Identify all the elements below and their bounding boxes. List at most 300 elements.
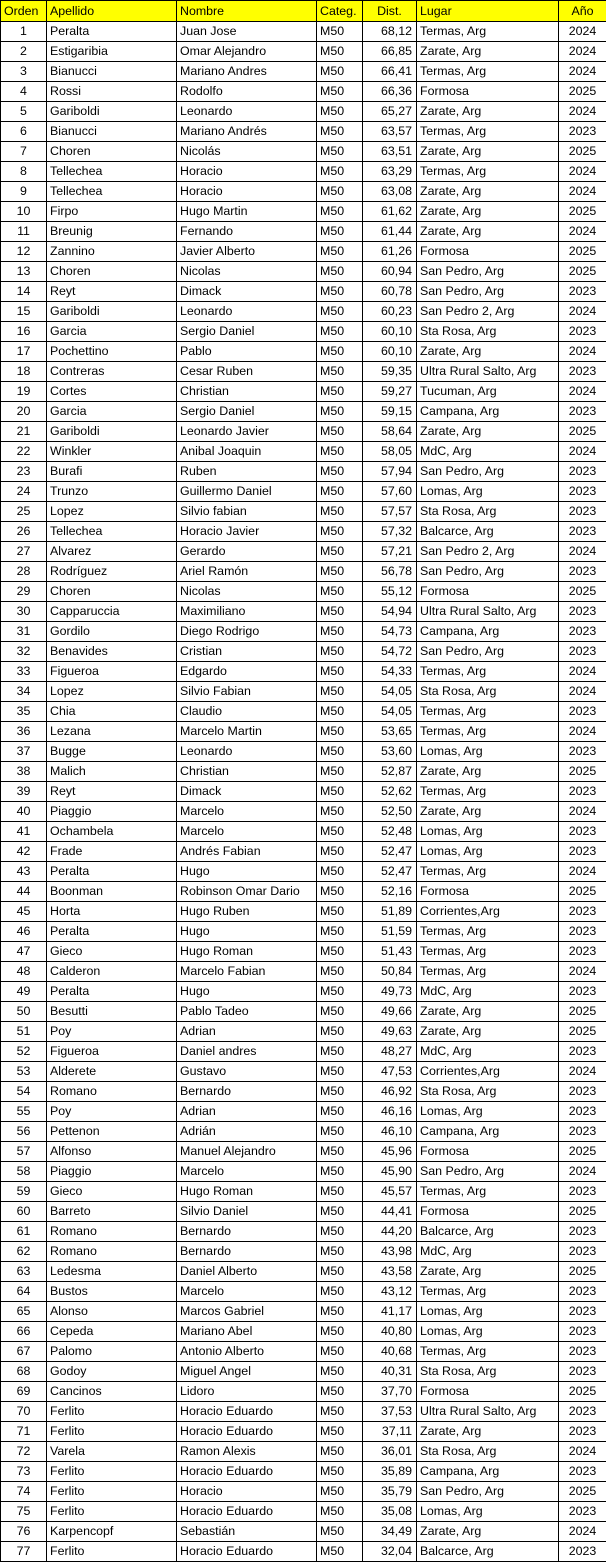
cell-anio: 2023: [559, 1362, 606, 1382]
cell-orden: 74: [1, 1482, 47, 1502]
cell-lugar: Tucuman, Arg: [417, 382, 559, 402]
cell-lugar: Zarate, Arg: [417, 42, 559, 62]
cell-orden: 46: [1, 922, 47, 942]
table-row: [1, 462, 606, 482]
cell-dist: 46,92: [363, 1082, 417, 1102]
cell-dist: 66,85: [363, 42, 417, 62]
cell-orden: 48: [1, 962, 47, 982]
cell-anio: 2024: [559, 222, 606, 242]
cell-nombre: Claudio: [177, 702, 317, 722]
cell-anio: 2023: [559, 1462, 606, 1482]
cell-apellido: Breunig: [47, 222, 177, 242]
cell-nombre: Horacio Eduardo: [177, 1422, 317, 1442]
cell-dist: 60,10: [363, 322, 417, 342]
cell-nombre: Daniel Alberto: [177, 1262, 317, 1282]
cell-apellido: Cancinos: [47, 1382, 177, 1402]
cell-nombre: Fernando: [177, 222, 317, 242]
cell-apellido: Romano: [47, 1082, 177, 1102]
cell-orden: 50: [1, 1002, 47, 1022]
cell-apellido: Barreto: [47, 1202, 177, 1222]
table-row: [1, 102, 606, 122]
cell-orden: 28: [1, 562, 47, 582]
table-row: [1, 562, 606, 582]
cell-orden: 7: [1, 142, 47, 162]
cell-dist: 58,64: [363, 422, 417, 442]
cell-anio: 2024: [559, 1162, 606, 1182]
cell-categ: M50: [317, 202, 363, 222]
cell-lugar: Formosa: [417, 1382, 559, 1402]
cell-lugar: Termas, Arg: [417, 62, 559, 82]
cell-anio: 2023: [559, 562, 606, 582]
cell-lugar: Termas, Arg: [417, 1282, 559, 1302]
cell-anio: 2023: [559, 1282, 606, 1302]
cell-lugar: Termas, Arg: [417, 122, 559, 142]
table-row: [1, 402, 606, 422]
table-row: [1, 902, 606, 922]
table-row: [1, 522, 606, 542]
cell-orden: 16: [1, 322, 47, 342]
cell-dist: 54,05: [363, 702, 417, 722]
cell-categ: M50: [317, 222, 363, 242]
cell-categ: M50: [317, 1322, 363, 1342]
cell-anio: 2023: [559, 1502, 606, 1522]
table-row: [1, 302, 606, 322]
table-row: [1, 722, 606, 742]
cell-anio: 2025: [559, 762, 606, 782]
cell-anio: 2023: [559, 282, 606, 302]
cell-anio: 2023: [559, 602, 606, 622]
cell-dist: 52,47: [363, 862, 417, 882]
cell-nombre: Miguel Angel: [177, 1362, 317, 1382]
cell-nombre: Rodolfo: [177, 82, 317, 102]
cell-lugar: Campana, Arg: [417, 402, 559, 422]
cell-categ: M50: [317, 1382, 363, 1402]
cell-dist: 57,60: [363, 482, 417, 502]
cell-orden: 72: [1, 1442, 47, 1462]
cell-categ: M50: [317, 842, 363, 862]
cell-categ: M50: [317, 762, 363, 782]
cell-dist: 52,16: [363, 882, 417, 902]
cell-orden: 76: [1, 1522, 47, 1542]
cell-nombre: Ramon Alexis: [177, 1442, 317, 1462]
cell-orden: 65: [1, 1302, 47, 1322]
cell-nombre: Horacio: [177, 162, 317, 182]
table-row: [1, 182, 606, 202]
cell-apellido: Godoy: [47, 1362, 177, 1382]
cell-apellido: Poy: [47, 1102, 177, 1122]
cell-categ: M50: [317, 1282, 363, 1302]
cell-dist: 37,11: [363, 1422, 417, 1442]
cell-apellido: Peralta: [47, 22, 177, 42]
cell-apellido: Rossi: [47, 82, 177, 102]
cell-dist: 35,89: [363, 1462, 417, 1482]
table-row: [1, 942, 606, 962]
cell-categ: M50: [317, 302, 363, 322]
cell-orden: 44: [1, 882, 47, 902]
cell-categ: M50: [317, 662, 363, 682]
cell-anio: 2024: [559, 42, 606, 62]
cell-apellido: Frade: [47, 842, 177, 862]
cell-orden: 8: [1, 162, 47, 182]
cell-apellido: Varela: [47, 1442, 177, 1462]
cell-dist: 40,68: [363, 1342, 417, 1362]
cell-lugar: San Pedro, Arg: [417, 642, 559, 662]
table-row: [1, 922, 606, 942]
cell-nombre: Christian: [177, 762, 317, 782]
cell-anio: 2023: [559, 482, 606, 502]
table-row: [1, 482, 606, 502]
cell-anio: 2023: [559, 902, 606, 922]
table-row: [1, 362, 606, 382]
cell-lugar: Zarate, Arg: [417, 802, 559, 822]
cell-lugar: Termas, Arg: [417, 162, 559, 182]
cell-dist: 54,05: [363, 682, 417, 702]
cell-anio: 2023: [559, 1402, 606, 1422]
cell-nombre: Pablo: [177, 342, 317, 362]
cell-lugar: Termas, Arg: [417, 782, 559, 802]
cell-apellido: Ferlito: [47, 1482, 177, 1502]
cell-nombre: Maximiliano: [177, 602, 317, 622]
cell-apellido: Gariboldi: [47, 422, 177, 442]
cell-categ: M50: [317, 1422, 363, 1442]
cell-apellido: Figueroa: [47, 662, 177, 682]
cell-lugar: Zarate, Arg: [417, 422, 559, 442]
cell-orden: 36: [1, 722, 47, 742]
cell-anio: 2023: [559, 122, 606, 142]
cell-nombre: Edgardo: [177, 662, 317, 682]
cell-apellido: Lezana: [47, 722, 177, 742]
cell-categ: M50: [317, 1302, 363, 1322]
cell-apellido: Garcia: [47, 322, 177, 342]
cell-nombre: Gustavo: [177, 1062, 317, 1082]
cell-dist: 46,10: [363, 1122, 417, 1142]
table-row: [1, 1402, 606, 1422]
cell-apellido: Firpo: [47, 202, 177, 222]
cell-orden: 2: [1, 42, 47, 62]
cell-dist: 52,50: [363, 802, 417, 822]
cell-nombre: Horacio: [177, 1482, 317, 1502]
cell-apellido: Karpencopf: [47, 1522, 177, 1542]
cell-lugar: Zarate, Arg: [417, 1002, 559, 1022]
cell-dist: 44,20: [363, 1222, 417, 1242]
cell-nombre: Dimack: [177, 282, 317, 302]
cell-lugar: Lomas, Arg: [417, 1302, 559, 1322]
cell-nombre: Leonardo: [177, 742, 317, 762]
header-apellido: Apellido: [47, 1, 177, 22]
table-row: [1, 1542, 606, 1562]
cell-dist: 60,94: [363, 262, 417, 282]
cell-apellido: Horta: [47, 902, 177, 922]
cell-dist: 55,12: [363, 582, 417, 602]
cell-nombre: Daniel andres: [177, 1042, 317, 1062]
cell-categ: M50: [317, 62, 363, 82]
table-row: [1, 1342, 606, 1362]
cell-orden: 59: [1, 1182, 47, 1202]
cell-anio: 2024: [559, 542, 606, 562]
cell-apellido: Bustos: [47, 1282, 177, 1302]
cell-nombre: Bernardo: [177, 1222, 317, 1242]
cell-categ: M50: [317, 622, 363, 642]
cell-dist: 58,05: [363, 442, 417, 462]
table-body: [1, 22, 606, 1562]
cell-orden: 9: [1, 182, 47, 202]
cell-apellido: Choren: [47, 142, 177, 162]
cell-dist: 43,58: [363, 1262, 417, 1282]
cell-categ: M50: [317, 1222, 363, 1242]
cell-apellido: Ledesma: [47, 1262, 177, 1282]
cell-apellido: Burafi: [47, 462, 177, 482]
cell-orden: 12: [1, 242, 47, 262]
cell-apellido: Figueroa: [47, 1042, 177, 1062]
cell-apellido: Choren: [47, 262, 177, 282]
cell-categ: M50: [317, 1202, 363, 1222]
cell-apellido: Gariboldi: [47, 102, 177, 122]
cell-orden: 61: [1, 1222, 47, 1242]
cell-categ: M50: [317, 422, 363, 442]
cell-dist: 61,26: [363, 242, 417, 262]
cell-apellido: Lopez: [47, 682, 177, 702]
cell-anio: 2023: [559, 922, 606, 942]
cell-apellido: Winkler: [47, 442, 177, 462]
cell-categ: M50: [317, 282, 363, 302]
table-row: [1, 442, 606, 462]
cell-anio: 2023: [559, 822, 606, 842]
cell-lugar: Lomas, Arg: [417, 1322, 559, 1342]
cell-orden: 69: [1, 1382, 47, 1402]
cell-anio: 2024: [559, 162, 606, 182]
cell-nombre: Juan Jose: [177, 22, 317, 42]
cell-lugar: Lomas, Arg: [417, 822, 559, 842]
cell-dist: 61,44: [363, 222, 417, 242]
cell-orden: 43: [1, 862, 47, 882]
table-row: [1, 1302, 606, 1322]
cell-categ: M50: [317, 382, 363, 402]
cell-orden: 62: [1, 1242, 47, 1262]
cell-dist: 51,59: [363, 922, 417, 942]
table-row: [1, 1102, 606, 1122]
cell-nombre: Silvio Daniel: [177, 1202, 317, 1222]
table-row: [1, 422, 606, 442]
cell-categ: M50: [317, 102, 363, 122]
cell-dist: 59,35: [363, 362, 417, 382]
cell-orden: 41: [1, 822, 47, 842]
cell-anio: 2024: [559, 62, 606, 82]
table-row: [1, 282, 606, 302]
cell-categ: M50: [317, 742, 363, 762]
table-row: [1, 262, 606, 282]
cell-anio: 2023: [559, 1342, 606, 1362]
cell-lugar: Formosa: [417, 242, 559, 262]
table-row: [1, 1242, 606, 1262]
table-row: [1, 742, 606, 762]
cell-categ: M50: [317, 1182, 363, 1202]
cell-dist: 66,41: [363, 62, 417, 82]
table-row: [1, 222, 606, 242]
cell-anio: 2024: [559, 382, 606, 402]
table-row: [1, 862, 606, 882]
cell-anio: 2023: [559, 702, 606, 722]
cell-nombre: Andrés Fabian: [177, 842, 317, 862]
cell-dist: 40,31: [363, 1362, 417, 1382]
cell-orden: 66: [1, 1322, 47, 1342]
cell-anio: 2025: [559, 1262, 606, 1282]
cell-apellido: Bianucci: [47, 122, 177, 142]
cell-apellido: Cortes: [47, 382, 177, 402]
cell-categ: M50: [317, 522, 363, 542]
cell-dist: 51,89: [363, 902, 417, 922]
cell-apellido: Piaggio: [47, 802, 177, 822]
cell-apellido: Garcia: [47, 402, 177, 422]
cell-orden: 32: [1, 642, 47, 662]
cell-categ: M50: [317, 802, 363, 822]
table-row: [1, 682, 606, 702]
cell-apellido: Alvarez: [47, 542, 177, 562]
cell-categ: M50: [317, 1442, 363, 1462]
cell-dist: 52,48: [363, 822, 417, 842]
cell-nombre: Omar Alejandro: [177, 42, 317, 62]
cell-categ: M50: [317, 582, 363, 602]
cell-categ: M50: [317, 1162, 363, 1182]
table-row: [1, 142, 606, 162]
cell-lugar: Zarate, Arg: [417, 1522, 559, 1542]
cell-apellido: Calderon: [47, 962, 177, 982]
cell-orden: 22: [1, 442, 47, 462]
cell-dist: 34,49: [363, 1522, 417, 1542]
cell-apellido: Bianucci: [47, 62, 177, 82]
cell-nombre: Adrian: [177, 1102, 317, 1122]
cell-categ: M50: [317, 1102, 363, 1122]
cell-nombre: Robinson Omar Dario: [177, 882, 317, 902]
cell-lugar: MdC, Arg: [417, 442, 559, 462]
cell-anio: 2025: [559, 882, 606, 902]
cell-anio: 2023: [559, 522, 606, 542]
cell-lugar: Zarate, Arg: [417, 202, 559, 222]
cell-nombre: Silvio Fabian: [177, 682, 317, 702]
cell-lugar: MdC, Arg: [417, 1242, 559, 1262]
cell-nombre: Hugo: [177, 982, 317, 1002]
cell-apellido: Ferlito: [47, 1502, 177, 1522]
cell-nombre: Christian: [177, 382, 317, 402]
cell-dist: 32,04: [363, 1542, 417, 1562]
cell-orden: 68: [1, 1362, 47, 1382]
cell-categ: M50: [317, 1522, 363, 1542]
cell-orden: 26: [1, 522, 47, 542]
cell-orden: 67: [1, 1342, 47, 1362]
cell-anio: 2024: [559, 182, 606, 202]
cell-dist: 48,27: [363, 1042, 417, 1062]
cell-apellido: Lopez: [47, 502, 177, 522]
cell-nombre: Pablo Tadeo: [177, 1002, 317, 1022]
cell-anio: 2023: [559, 1042, 606, 1062]
cell-apellido: Ferlito: [47, 1542, 177, 1562]
cell-dist: 37,53: [363, 1402, 417, 1422]
cell-apellido: Tellechea: [47, 182, 177, 202]
cell-anio: 2024: [559, 302, 606, 322]
cell-lugar: Termas, Arg: [417, 962, 559, 982]
cell-apellido: Bugge: [47, 742, 177, 762]
cell-lugar: Corrientes,Arg: [417, 902, 559, 922]
cell-categ: M50: [317, 882, 363, 902]
cell-orden: 30: [1, 602, 47, 622]
cell-orden: 77: [1, 1542, 47, 1562]
cell-anio: 2024: [559, 1522, 606, 1542]
cell-orden: 49: [1, 982, 47, 1002]
cell-lugar: Zarate, Arg: [417, 142, 559, 162]
cell-apellido: Gordilo: [47, 622, 177, 642]
cell-apellido: Estigaribia: [47, 42, 177, 62]
cell-dist: 54,33: [363, 662, 417, 682]
table-row: [1, 162, 606, 182]
cell-dist: 56,78: [363, 562, 417, 582]
cell-nombre: Marcos Gabriel: [177, 1302, 317, 1322]
cell-categ: M50: [317, 902, 363, 922]
cell-apellido: Romano: [47, 1242, 177, 1262]
cell-orden: 40: [1, 802, 47, 822]
cell-orden: 38: [1, 762, 47, 782]
cell-apellido: Reyt: [47, 282, 177, 302]
cell-anio: 2024: [559, 862, 606, 882]
table-row: [1, 382, 606, 402]
cell-orden: 53: [1, 1062, 47, 1082]
cell-dist: 45,90: [363, 1162, 417, 1182]
cell-orden: 31: [1, 622, 47, 642]
cell-dist: 52,62: [363, 782, 417, 802]
cell-categ: M50: [317, 362, 363, 382]
table-row: [1, 1382, 606, 1402]
cell-categ: M50: [317, 822, 363, 842]
cell-lugar: Sta Rosa, Arg: [417, 322, 559, 342]
cell-nombre: Ariel Ramón: [177, 562, 317, 582]
cell-apellido: Rodríguez: [47, 562, 177, 582]
cell-lugar: MdC, Arg: [417, 1042, 559, 1062]
table-row: [1, 1222, 606, 1242]
cell-orden: 60: [1, 1202, 47, 1222]
cell-dist: 43,98: [363, 1242, 417, 1262]
cell-anio: 2023: [559, 362, 606, 382]
cell-lugar: San Pedro, Arg: [417, 562, 559, 582]
cell-lugar: San Pedro 2, Arg: [417, 542, 559, 562]
cell-lugar: Sta Rosa, Arg: [417, 1362, 559, 1382]
cell-nombre: Nicolás: [177, 142, 317, 162]
cell-lugar: San Pedro, Arg: [417, 1162, 559, 1182]
cell-dist: 65,27: [363, 102, 417, 122]
cell-orden: 27: [1, 542, 47, 562]
cell-dist: 63,51: [363, 142, 417, 162]
table-row: [1, 1482, 606, 1502]
cell-orden: 57: [1, 1142, 47, 1162]
cell-nombre: Marcelo: [177, 802, 317, 822]
cell-lugar: Zarate, Arg: [417, 102, 559, 122]
cell-orden: 75: [1, 1502, 47, 1522]
cell-apellido: Pochettino: [47, 342, 177, 362]
table-row: [1, 242, 606, 262]
cell-nombre: Adrián: [177, 1122, 317, 1142]
cell-anio: 2025: [559, 262, 606, 282]
cell-apellido: Ferlito: [47, 1402, 177, 1422]
cell-lugar: Zarate, Arg: [417, 762, 559, 782]
cell-dist: 44,41: [363, 1202, 417, 1222]
cell-dist: 37,70: [363, 1382, 417, 1402]
cell-categ: M50: [317, 1062, 363, 1082]
cell-anio: 2025: [559, 82, 606, 102]
cell-dist: 53,65: [363, 722, 417, 742]
cell-anio: 2024: [559, 442, 606, 462]
table-row: [1, 1002, 606, 1022]
cell-categ: M50: [317, 1542, 363, 1562]
cell-categ: M50: [317, 42, 363, 62]
cell-categ: M50: [317, 782, 363, 802]
cell-lugar: Balcarce, Arg: [417, 1542, 559, 1562]
